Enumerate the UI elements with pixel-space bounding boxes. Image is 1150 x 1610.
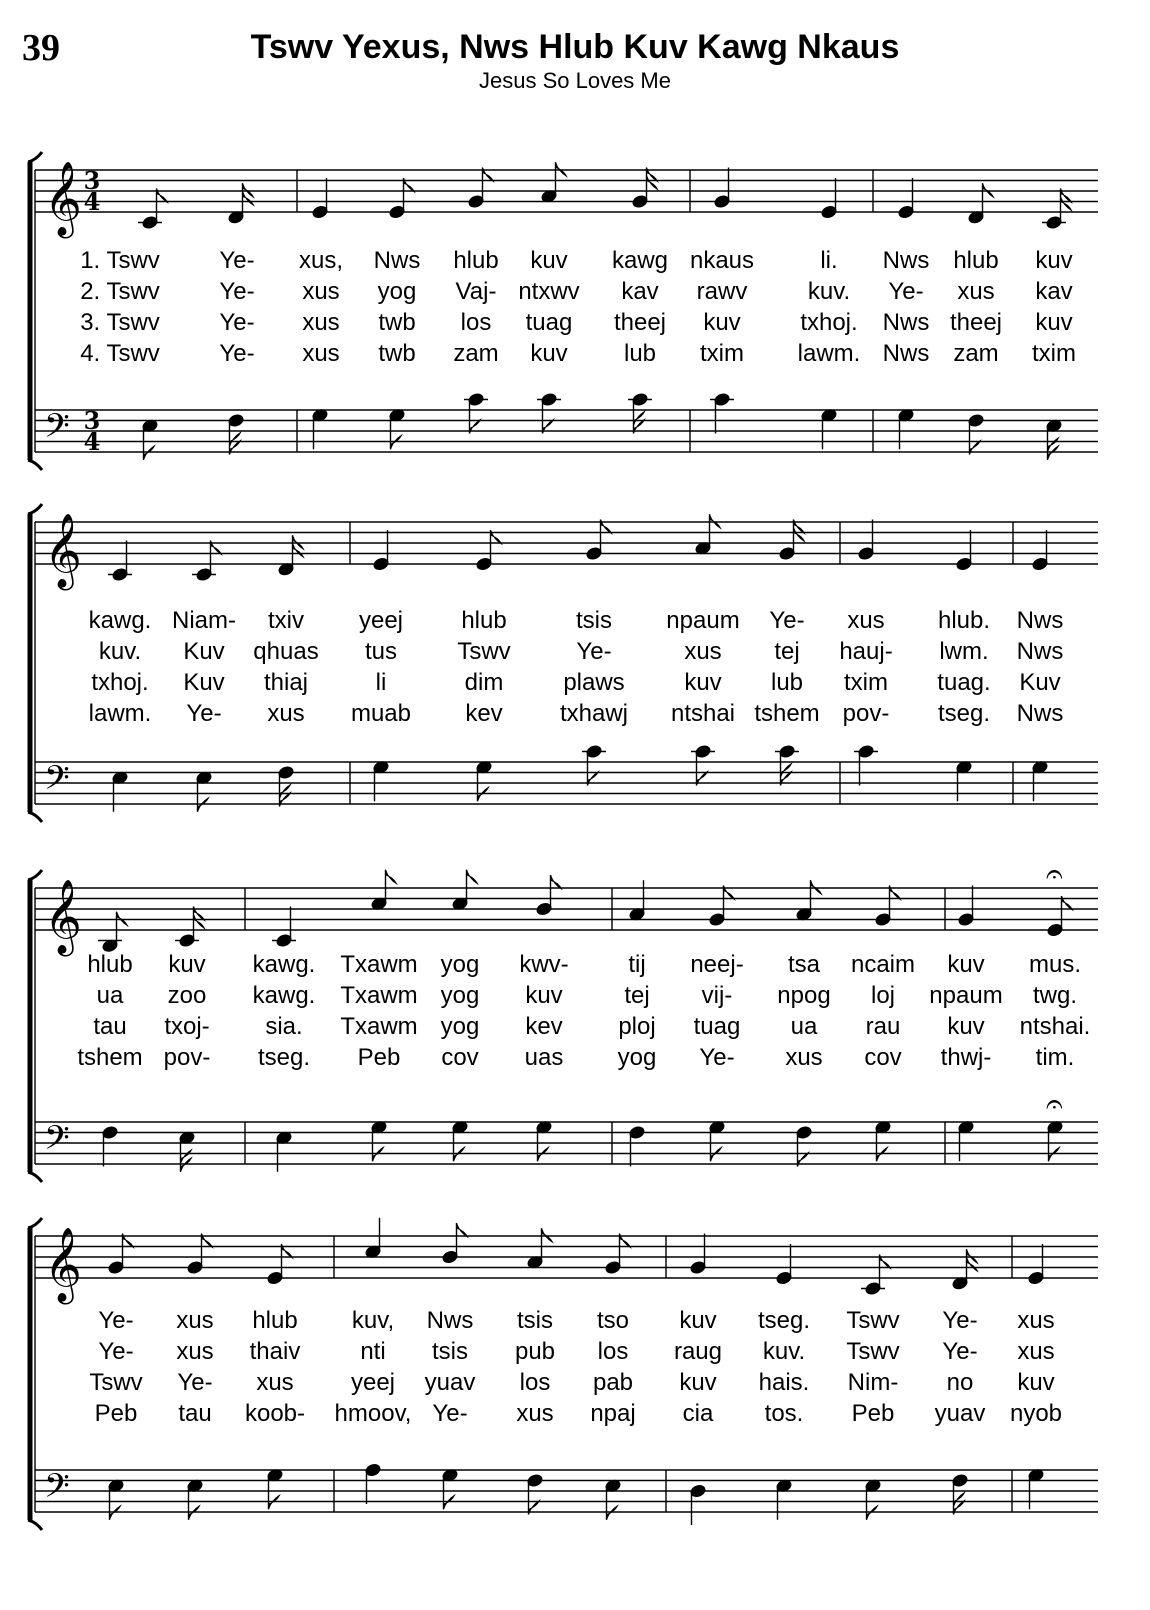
lyric-syllable: Nws bbox=[1016, 700, 1064, 727]
lyric-syllable: pov- bbox=[842, 700, 890, 727]
lyric-syllable: twb bbox=[378, 309, 416, 336]
lyric-syllable: Ye- bbox=[98, 1307, 134, 1334]
treble-clef-icon: 𝄞 bbox=[44, 514, 82, 588]
lyric-syllable: vij- bbox=[701, 982, 733, 1009]
lyric-syllable: sia. bbox=[265, 1013, 303, 1040]
lyric-syllable: li bbox=[375, 669, 387, 696]
lyric-syllable: cov bbox=[864, 1044, 902, 1071]
lyric-syllable: kev bbox=[525, 1013, 563, 1040]
note-flag bbox=[811, 880, 822, 894]
lyric-syllable: zam bbox=[453, 340, 499, 367]
lyric-syllable: Kuv bbox=[183, 669, 225, 696]
lyric-syllable: xus bbox=[302, 278, 340, 305]
lyric-syllable: xus bbox=[176, 1307, 214, 1334]
lyric-syllable: xus, bbox=[298, 247, 344, 274]
lyric-syllable: xus bbox=[516, 1400, 554, 1427]
note-flag bbox=[117, 912, 128, 926]
lyric-syllable: Kuv bbox=[1019, 669, 1061, 696]
lyric-syllable: yog bbox=[617, 1044, 657, 1071]
lyric-syllable: ntshai bbox=[670, 700, 736, 727]
note-flag bbox=[1049, 1147, 1060, 1161]
lyric-syllable: Niam- bbox=[172, 607, 236, 634]
lyric-syllable: nkaus bbox=[689, 247, 755, 274]
lyric-syllable: Txawm bbox=[340, 951, 418, 978]
lyric-syllable: xus bbox=[847, 607, 885, 634]
bass-clef-icon: 𝄢 bbox=[44, 407, 70, 454]
lyric-syllable: twg. bbox=[1032, 982, 1078, 1009]
lyric-syllable: theej bbox=[949, 309, 1003, 336]
lyric-syllable: kuv bbox=[703, 309, 741, 336]
lyric-syllable: Nws bbox=[426, 1307, 474, 1334]
lyric-syllable: txoj- bbox=[164, 1013, 210, 1040]
lyric-syllable: rau bbox=[865, 1013, 901, 1040]
lyric-syllable: thaiv bbox=[249, 1338, 301, 1365]
lyric-syllable: kuv bbox=[530, 340, 568, 367]
treble-clef-icon: 𝄞 bbox=[44, 880, 82, 954]
lyric-syllable: Ye- bbox=[576, 638, 612, 665]
bass-time-sig-upper: 3 bbox=[83, 406, 101, 435]
lyric-syllable: yuav bbox=[934, 1400, 986, 1427]
note-flag bbox=[556, 162, 567, 176]
note-flag bbox=[189, 1506, 200, 1520]
lyric-syllable: Peb bbox=[94, 1400, 138, 1427]
lyric-syllable: kuv. bbox=[807, 278, 851, 305]
lyric-syllable: nti bbox=[360, 1338, 386, 1365]
lyric-syllable: tsis bbox=[432, 1338, 468, 1365]
lyric-syllable: hlub bbox=[953, 247, 999, 274]
lyric-syllable: yeej bbox=[358, 607, 404, 634]
lyric-syllable: kawg. bbox=[252, 982, 316, 1009]
note-flag bbox=[373, 1147, 384, 1161]
lyric-syllable: mus. bbox=[1028, 951, 1082, 978]
lyric-syllable: Nws bbox=[1016, 607, 1064, 634]
lyric-syllable: dim bbox=[464, 669, 504, 696]
lyric-syllable: tau bbox=[178, 1400, 212, 1427]
note-flag bbox=[478, 787, 489, 801]
lyric-syllable: li. bbox=[820, 247, 838, 274]
lyric-syllable: koob- bbox=[244, 1400, 306, 1427]
lyric-syllable: Ye- bbox=[888, 278, 924, 305]
lyric-syllable: yog bbox=[440, 951, 480, 978]
bass-clef-icon: 𝄢 bbox=[44, 759, 70, 806]
lyric-syllable: tuag. bbox=[937, 669, 991, 696]
lyric-syllable: xus bbox=[684, 638, 722, 665]
lyric-syllable: xus bbox=[1017, 1338, 1055, 1365]
lyric-syllable: xus bbox=[785, 1044, 823, 1071]
lyric-syllable: plaws bbox=[563, 669, 625, 696]
lyric-syllable: tseg. bbox=[937, 700, 991, 727]
treble-clef-icon: 𝄞 bbox=[44, 1228, 82, 1302]
treble-time-sig-upper: 3 bbox=[83, 166, 101, 195]
note-flag bbox=[444, 1495, 455, 1509]
treble-clef-icon: 𝄞 bbox=[44, 162, 82, 236]
note-flag bbox=[467, 870, 478, 884]
lyric-syllable: ua bbox=[96, 982, 124, 1009]
lyric-syllable: txim bbox=[700, 340, 744, 367]
lyric-syllable: hlub bbox=[87, 951, 133, 978]
lyric-syllable: Nws bbox=[373, 247, 421, 274]
lyric-syllable: txhawj bbox=[559, 700, 629, 727]
lyric-syllable: Txawm bbox=[340, 982, 418, 1009]
lyric-syllable: xus bbox=[302, 309, 340, 336]
hymn-subtitle: Jesus So Loves Me bbox=[479, 68, 671, 93]
lyric-syllable: kev bbox=[465, 700, 503, 727]
note-flag bbox=[454, 1147, 465, 1161]
lyric-syllable: kuv. bbox=[98, 638, 142, 665]
bracket-bottom bbox=[28, 1172, 42, 1182]
lyric-syllable: Ye- bbox=[98, 1338, 134, 1365]
lyric-syllable: Nim- bbox=[847, 1369, 899, 1396]
lyric-syllable: Ye- bbox=[432, 1400, 468, 1427]
hymn-number: 39 bbox=[22, 27, 60, 69]
lyric-syllable: Nws bbox=[882, 340, 930, 367]
lyric-syllable: xus bbox=[1017, 1307, 1055, 1334]
lyric-syllable: Vaj- bbox=[455, 278, 497, 305]
lyric-syllable: kuv bbox=[947, 1013, 985, 1040]
lyric-syllable: xus bbox=[302, 340, 340, 367]
lyric-syllable: no bbox=[946, 1369, 974, 1396]
lyric-syllable: Ye- bbox=[177, 1369, 213, 1396]
system-1 bbox=[28, 152, 1098, 470]
lyric-syllable: hauj- bbox=[839, 638, 893, 665]
lyric-syllable: Peb bbox=[357, 1044, 401, 1071]
lyric-syllable: yog bbox=[377, 278, 417, 305]
lyric-syllable: xus bbox=[176, 1338, 214, 1365]
lyric-syllable: Kuv bbox=[183, 638, 225, 665]
note-flag bbox=[542, 1228, 553, 1242]
note-flag bbox=[551, 875, 562, 889]
lyric-syllable: pab bbox=[592, 1369, 634, 1396]
bass-clef-icon: 𝄢 bbox=[44, 1467, 70, 1514]
note-flag bbox=[110, 1506, 121, 1520]
note-flag bbox=[386, 870, 397, 884]
lyric-syllable: lawm. bbox=[88, 700, 152, 727]
note-flag bbox=[877, 1147, 888, 1161]
lyric-syllable: tseg. bbox=[757, 1307, 811, 1334]
note-flag bbox=[457, 1223, 468, 1237]
lyric-syllable: kuv bbox=[684, 669, 722, 696]
lyric-syllable: Peb bbox=[851, 1400, 895, 1427]
lyric-syllable: kuv bbox=[1017, 1369, 1055, 1396]
system-4 bbox=[28, 1218, 1098, 1530]
lyric-syllable: tej bbox=[774, 638, 800, 665]
lyric-syllable: yog bbox=[440, 1013, 480, 1040]
note-flag bbox=[710, 514, 721, 528]
lyric-syllable: kuv bbox=[1035, 247, 1073, 274]
lyric-syllable: kuv, bbox=[351, 1307, 395, 1334]
fermata-icon: 𝄐 bbox=[1046, 857, 1063, 892]
lyric-syllable: kwv- bbox=[519, 951, 569, 978]
lyric-syllable: Tswv bbox=[457, 638, 511, 665]
lyric-syllable: los bbox=[597, 1338, 629, 1365]
lyric-syllable: Nws bbox=[1016, 638, 1064, 665]
lyric-syllable: hlub bbox=[252, 1307, 298, 1334]
lyric-syllable: kuv bbox=[679, 1369, 717, 1396]
lyric-syllable: tsa bbox=[787, 951, 821, 978]
lyric-syllable: lub bbox=[623, 340, 657, 367]
lyric-syllable: cov bbox=[441, 1044, 479, 1071]
lyric-syllable: tau bbox=[93, 1013, 127, 1040]
hymn-title: Tswv Yexus, Nws Hlub Kuv Kawg Nkaus bbox=[250, 28, 900, 66]
note-flag bbox=[711, 1147, 722, 1161]
lyric-syllable: xus bbox=[256, 1369, 294, 1396]
lyric-syllable: tso bbox=[596, 1307, 630, 1334]
system-2 bbox=[28, 504, 1098, 822]
note-flag bbox=[983, 183, 994, 197]
bass-time-sig-lower: 4 bbox=[83, 427, 101, 456]
lyric-syllable: Tswv bbox=[846, 1338, 900, 1365]
lyric-syllable: tseg. bbox=[257, 1044, 311, 1071]
note-flag bbox=[607, 1506, 618, 1520]
bracket-top bbox=[28, 152, 42, 162]
lyric-syllable: tshem bbox=[754, 700, 820, 727]
bracket-top bbox=[28, 504, 42, 514]
lyric-syllable: theej bbox=[613, 309, 667, 336]
lyric-syllable: Ye- bbox=[219, 247, 255, 274]
lyric-syllable: Txawm bbox=[340, 1013, 418, 1040]
lyric-syllable: tsis bbox=[517, 1307, 553, 1334]
lyric-syllable: txhoj. bbox=[800, 309, 858, 336]
lyric-syllable: kav bbox=[1035, 278, 1073, 305]
fermata-icon: 𝄐 bbox=[1046, 1087, 1063, 1122]
lyric-syllable: kav bbox=[621, 278, 659, 305]
lyric-syllable: Ye- bbox=[769, 607, 805, 634]
lyric-syllable: uas bbox=[524, 1044, 564, 1071]
lyric-syllable: tij bbox=[628, 951, 646, 978]
lyric-syllable: Tswv bbox=[89, 1369, 143, 1396]
note-flag bbox=[391, 435, 402, 449]
lyric-syllable: Nws bbox=[882, 309, 930, 336]
bass-clef-icon: 𝄢 bbox=[44, 1119, 70, 1166]
lyric-syllable: yuav bbox=[424, 1369, 476, 1396]
lyric-syllable: kuv bbox=[168, 951, 206, 978]
lyric-syllable: tus bbox=[364, 638, 398, 665]
lyric-syllable: kuv bbox=[947, 951, 985, 978]
lyric-syllable: xus bbox=[957, 278, 995, 305]
lyric-syllable: Tswv bbox=[846, 1307, 900, 1334]
lyric-syllable: Ye- bbox=[219, 309, 255, 336]
lyric-syllable: tshem bbox=[77, 1044, 143, 1071]
lyric-syllable: 3. Tswv bbox=[80, 309, 160, 336]
lyric-syllable: kuv bbox=[525, 982, 563, 1009]
lyric-syllable: npaum bbox=[666, 607, 740, 634]
lyric-syllable: yeej bbox=[350, 1369, 396, 1396]
lyric-syllable: Ye- bbox=[942, 1307, 978, 1334]
lyric-syllable: ntxwv bbox=[518, 278, 580, 305]
lyric-syllable: neej- bbox=[690, 951, 744, 978]
bracket-bottom bbox=[28, 460, 42, 470]
lyric-syllable: txim bbox=[1032, 340, 1076, 367]
lyric-syllable: 4. Tswv bbox=[80, 340, 160, 367]
lyric-syllable: thiaj bbox=[263, 669, 309, 696]
lyric-syllable: kuv. bbox=[762, 1338, 806, 1365]
lyric-syllable: lawm. bbox=[797, 340, 861, 367]
lyric-syllable: xus bbox=[267, 700, 305, 727]
lyric-syllable: ntshai. bbox=[1019, 1013, 1091, 1040]
lyric-syllable: muab bbox=[350, 700, 412, 727]
lyric-syllable: pub bbox=[514, 1338, 556, 1365]
note-flag bbox=[867, 1506, 878, 1520]
bracket-bottom bbox=[28, 1520, 42, 1530]
lyric-syllable: hlub. bbox=[937, 607, 991, 634]
note-flag bbox=[198, 798, 209, 812]
bracket-bottom bbox=[28, 812, 42, 822]
lyric-syllable: kawg bbox=[611, 247, 669, 274]
lyric-syllable: hmoov, bbox=[334, 1400, 412, 1427]
lyric-syllable: npaum bbox=[929, 982, 1003, 1009]
lyric-syllable: zoo bbox=[167, 982, 207, 1009]
lyric-syllable: txim bbox=[844, 669, 888, 696]
lyric-syllable: tsis bbox=[576, 607, 612, 634]
note-flag bbox=[144, 446, 155, 460]
lyric-syllable: tos. bbox=[764, 1400, 804, 1427]
lyric-syllable: Ye- bbox=[942, 1338, 978, 1365]
lyric-syllable: tuag bbox=[693, 1013, 741, 1040]
lyric-syllable: pov- bbox=[163, 1044, 211, 1071]
note-flag bbox=[269, 1495, 280, 1509]
treble-time-sig-lower: 4 bbox=[83, 187, 101, 216]
lyric-syllable: 2. Tswv bbox=[80, 278, 160, 305]
lyric-syllable: twb bbox=[378, 340, 416, 367]
lyric-syllable: hais. bbox=[758, 1369, 810, 1396]
lyric-syllable: loj bbox=[870, 982, 896, 1009]
lyric-syllable: kawg. bbox=[88, 607, 152, 634]
lyric-syllable: Ye- bbox=[186, 700, 222, 727]
lyric-syllable: kawg. bbox=[252, 951, 316, 978]
lyric-syllable: kuv bbox=[1035, 309, 1073, 336]
lyric-syllable: zam bbox=[953, 340, 999, 367]
lyric-syllable: thwj- bbox=[940, 1044, 992, 1071]
lyric-syllable: ua bbox=[790, 1013, 818, 1040]
lyric-syllable: npog bbox=[777, 982, 831, 1009]
lyric-syllable: 1. Tswv bbox=[80, 247, 160, 274]
lyric-syllable: Ye- bbox=[219, 278, 255, 305]
lyric-syllable: los bbox=[519, 1369, 551, 1396]
system-3 bbox=[28, 857, 1098, 1182]
lyric-syllable: Ye- bbox=[699, 1044, 735, 1071]
lyric-syllable: ploj bbox=[618, 1013, 656, 1040]
lyric-syllable: tej bbox=[624, 982, 650, 1009]
lyric-syllable: qhuas bbox=[253, 638, 319, 665]
lyric-syllable: kuv bbox=[679, 1307, 717, 1334]
lyric-syllable: hlub bbox=[453, 247, 499, 274]
lyric-syllable: txiv bbox=[268, 607, 304, 634]
lyric-syllable: Ye- bbox=[219, 340, 255, 367]
lyric-syllable: los bbox=[460, 309, 492, 336]
lyric-syllable: tim. bbox=[1035, 1044, 1075, 1071]
bracket-top bbox=[28, 1218, 42, 1228]
lyric-syllable: ncaim bbox=[850, 951, 916, 978]
lyric-syllable: txhoj. bbox=[91, 669, 149, 696]
lyric-syllable: raug bbox=[673, 1338, 723, 1365]
lyric-syllable: hlub bbox=[461, 607, 507, 634]
note-flag bbox=[538, 1147, 549, 1161]
lyric-syllable: cia bbox=[682, 1400, 714, 1427]
bracket-top bbox=[28, 870, 42, 880]
lyric-syllable: Nws bbox=[882, 247, 930, 274]
lyric-syllable: kuv bbox=[530, 247, 568, 274]
lyric-syllable: nyob bbox=[1009, 1400, 1063, 1427]
lyric-syllable: npaj bbox=[590, 1400, 636, 1427]
lyric-syllable: rawv bbox=[696, 278, 748, 305]
lyric-syllable: yog bbox=[440, 982, 480, 1009]
lyric-syllable: lub bbox=[770, 669, 804, 696]
lyric-syllable: tuag bbox=[525, 309, 573, 336]
lyric-syllable: lwm. bbox=[939, 638, 989, 665]
